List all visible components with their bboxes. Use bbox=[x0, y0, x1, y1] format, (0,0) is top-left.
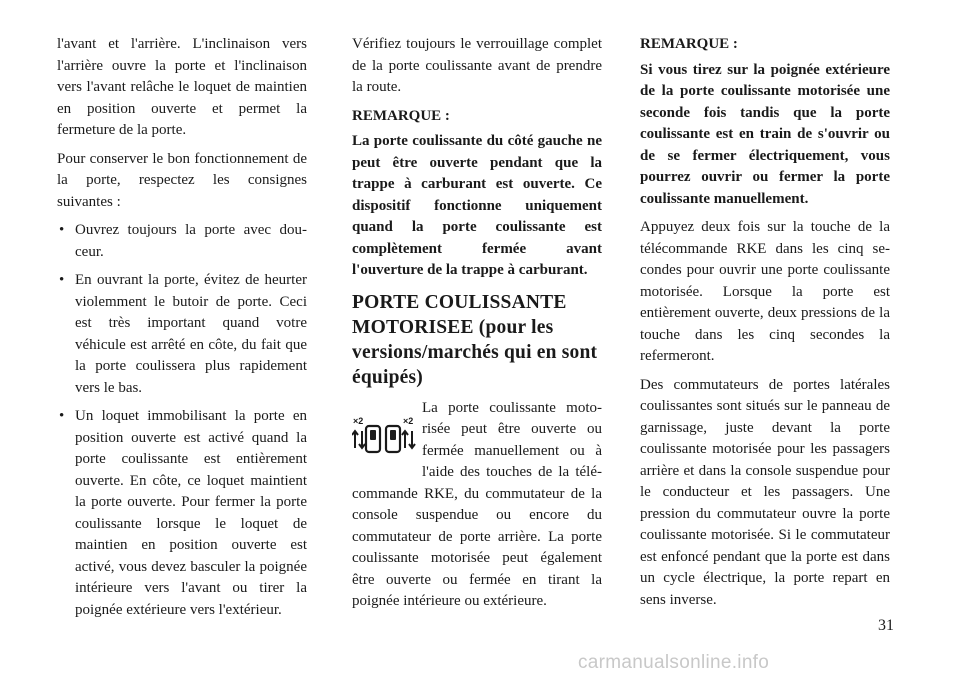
note-body: La porte coulissante du côté gauche ne peut être ouverte pendant que la trappe à carburant est ouverte. Ce dispositif fonctionne uniquement quand la porte coulissante est complètement fermée avant l'ouverture de la trappe à carburant. bbox=[352, 133, 602, 278]
paragraph: La porte coulissante motorisée peut être ouverte ou fermée manuellement ou à l'aide des touches de la télécommande RKE, du commutateur de la console suspendue ou encore du commutateur de porte arrière. La porte coulissante motorisée peut également être ouverte ou fermée en tirant la poignée intérieure ou extérieure. bbox=[352, 399, 602, 609]
watermark: carmanualsonline.info bbox=[578, 652, 770, 673]
paragraph: Des commutateurs de portes latérales coulissantes sont situés sur le panneau de garnissage, juste devant la porte coulissante motorisée pour les passagers arrière et dans la console suspendue pour le conducteur et les passagers. Une pression du commutateur ouvre la porte coulissante motorisée. Si le commutateur est enfoncé pendant que la porte est dans un cycle électrique, la porte repart en sens inverse. bbox=[640, 376, 890, 608]
note-label: REMARQUE : bbox=[640, 36, 738, 52]
bullet-icon: • bbox=[59, 222, 65, 238]
icon-paragraph bbox=[352, 398, 602, 620]
paragraph: Pour conserver le bon fonctionnement de la porte, respectez les consignes suivantes : bbox=[57, 150, 307, 210]
x2-badge-right: ×2 bbox=[403, 415, 414, 426]
column-2 bbox=[352, 34, 602, 620]
paragraph: Vérifiez toujours le verrouillage complet de la porte coulissante avant de prendre la route. bbox=[352, 36, 602, 95]
bullet-icon: • bbox=[59, 272, 65, 288]
x2-badge-left: ×2 bbox=[353, 415, 364, 426]
sliding-door-x2-icon bbox=[352, 414, 416, 470]
page-number: 31 bbox=[878, 617, 894, 634]
paragraph: l'avant et l'arrière. L'inclinaison vers l'arrière ouvre la porte et l'inclinaison vers l'avant relâche le loquet de maintien en position ouverte et permet la fermeture de la porte. bbox=[57, 36, 307, 138]
list-item bbox=[57, 270, 307, 399]
list-item bbox=[57, 406, 307, 621]
column-3 bbox=[640, 34, 890, 618]
note-label: REMARQUE : bbox=[352, 107, 450, 124]
note-body: Si vous tirez sur la poignée extérieure de la porte coulissante motorisée une seconde fois tandis que la porte coulissante est en train de s'ouvrir ou de se fermer électriquement, vous pourrez ouvrir ou fermer la porte coulissante manuellement. bbox=[640, 61, 890, 207]
instruction-list bbox=[57, 220, 307, 621]
list-item bbox=[57, 220, 307, 263]
list-item-text: En ouvrant la porte, évitez de heurter violemment le butoir de porte. Ceci est très important quand votre véhicule est arrêté en côte, du fait que la porte coulissera plus rapidement vers le bas. bbox=[75, 272, 307, 396]
paragraph: Appuyez deux fois sur la touche de la télécommande RKE dans les cinq secondes pour ouvrir une porte coulissante motorisée. Lorsque la porte est entièrement ouverte, deux pressions de la touche dans les cinq secondes la refermeront. bbox=[640, 219, 890, 364]
bullet-icon: • bbox=[59, 408, 65, 424]
list-item-text: Ouvrez toujours la porte avec douceur. bbox=[75, 222, 307, 260]
section-heading: PORTE COULISSANTE MOTORISEE (pour les versions/marchés qui en sont équipés) bbox=[352, 291, 598, 388]
column-1 bbox=[57, 34, 307, 628]
list-item-text: Un loquet immobilisant la porte en position ouverte est activé quand la porte coulissante est entièrement ouverte. En côte, ce loquet maintient la porte ouverte. Pour fermer la porte coulissante lorsque le loquet de maintien en position ouverte est activé, vous devez basculer la poignée intérieure vers l'avant ou tirer la poignée extérieure vers l'extérieur. bbox=[75, 408, 307, 618]
